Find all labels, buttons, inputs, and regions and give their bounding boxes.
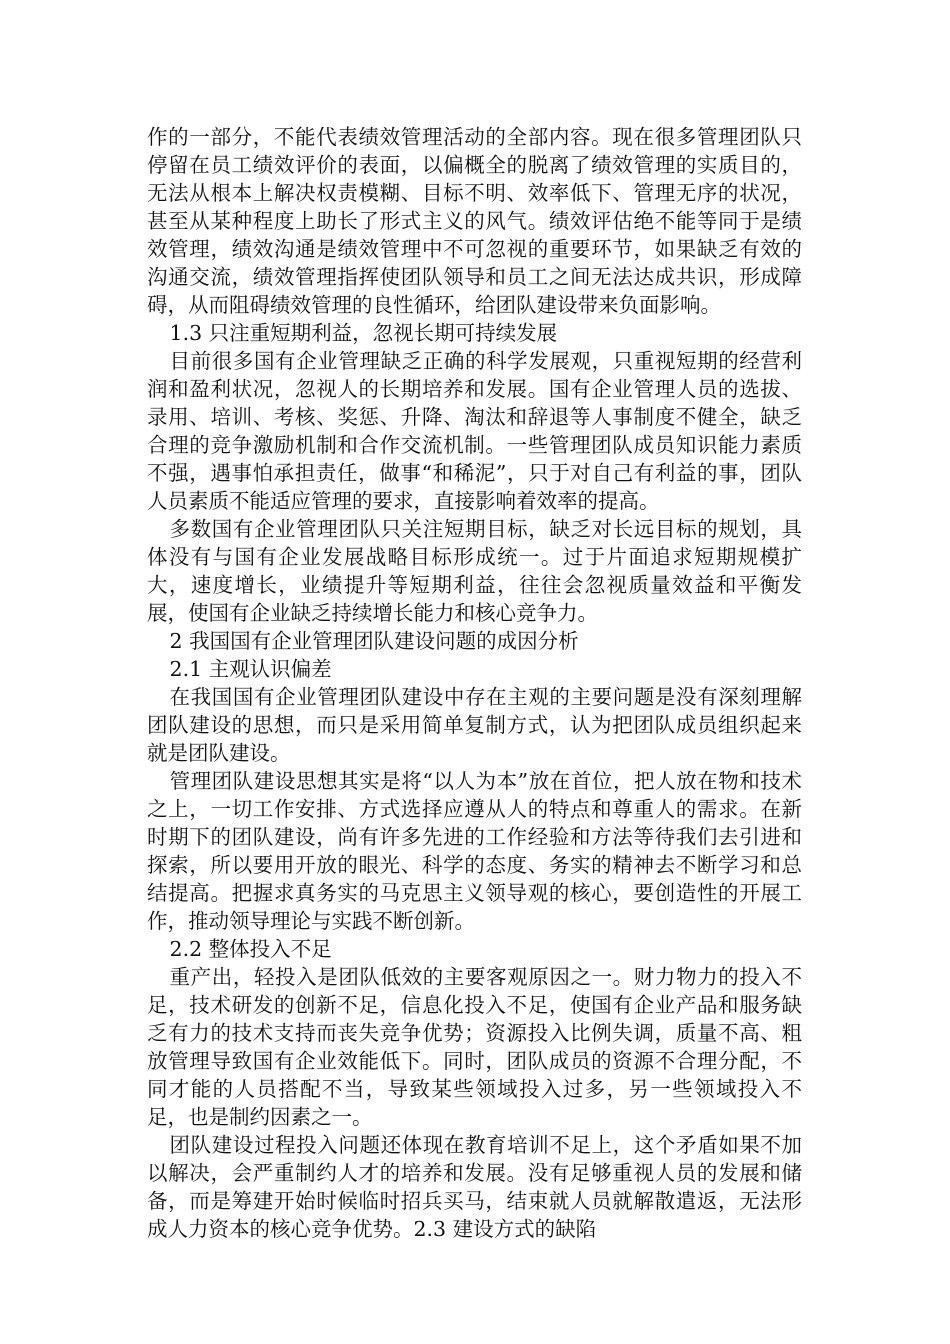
paragraph: 团队建设过程投入问题还体现在教育培训不足上，这个矛盾如果不加以解决，会严重制约人才的培养和发展。没有足够重视人员的发展和储备，而是筹建开始时候临时招兵买马，结束就人员就解散遣返，无法形成人力资本的核心竞争优势。2.3 建设方式的缺陷: [147, 1133, 802, 1241]
section-heading-1-3: 1.3 只注重短期利益，忽视长期可持续发展: [169, 321, 558, 345]
section-heading-2: 2 我国国有企业管理团队建设问题的成因分析: [169, 629, 579, 653]
paragraph: 管理团队建设思想其实是将“以人为本”放在首位，把人放在物和技术之上，一切工作安排、方式选择应遵从人的特点和尊重人的需求。在新时期下的团队建设，尚有许多先进的工作经验和方法等待我们去引进和探索，所以要用开放的眼光、科学的态度、务实的精神去不断学习和总结提高。把握求真务实的马克思主义领导观的核心，要创造性的开展工作，推动领导理论与实践不断创新。: [147, 769, 802, 933]
section-heading-2-2: 2.2 整体投入不足: [169, 937, 332, 961]
paragraph: 重产出，轻投入是团队低效的主要客观原因之一。财力物力的投入不足，技术研发的创新不足，信息化投入不足，使国有企业产品和服务缺乏有力的技术支持而丧失竞争优势；资源投入比例失调，质量不高、粗放管理导致国有企业效能低下。同时，团队成员的资源不合理分配，不同才能的人员搭配不当，导致某些领域投入过多，另一些领域投入不足，也是制约因素之一。: [147, 965, 802, 1129]
paragraph: 在我国国有企业管理团队建设中存在主观的主要问题是没有深刻理解团队建设的思想，而只是采用简单复制方式，认为把团队成员组织起来就是团队建设。: [147, 685, 802, 765]
document-body: [147, 123, 802, 1243]
paragraph: 多数国有企业管理团队只关注短期目标，缺乏对长远目标的规划，具体没有与国有企业发展战略目标形成统一。过于片面追求短期规模扩大，速度增长，业绩提升等短期利益，往往会忽视质量效益和平衡发展，使国有企业缺乏持续增长能力和核心竞争力。: [147, 517, 802, 625]
section-heading-2-1: 2.1 主观认识偏差: [169, 657, 332, 681]
paragraph: 目前很多国有企业管理缺乏正确的科学发展观，只重视短期的经营利润和盈利状况，忽视人的长期培养和发展。国有企业管理人员的选拔、录用、培训、考核、奖惩、升降、淘汰和辞退等人事制度不健全，缺乏合理的竞争激励机制和合作交流机制。一些管理团队成员知识能力素质不强，遇事怕承担责任，做事“和稀泥”，只于对自己有利益的事，团队人员素质不能适应管理的要求，直接影响着效率的提高。: [147, 349, 802, 513]
paragraph-continuation: 作的一部分，不能代表绩效管理活动的全部内容。现在很多管理团队只停留在员工绩效评价的表面，以偏概全的脱离了绩效管理的实质目的，无法从根本上解决权责模糊、目标不明、效率低下、管理无序的状况，甚至从某种程度上助长了形式主义的风气。绩效评估绝不能等同于是绩效管理，绩效沟通是绩效管理中不可忽视的重要环节，如果缺乏有效的沟通交流，绩效管理指挥使团队领导和员工之间无法达成共识，形成障碍，从而阻碍绩效管理的良性循环，给团队建设带来负面影响。: [147, 125, 802, 317]
